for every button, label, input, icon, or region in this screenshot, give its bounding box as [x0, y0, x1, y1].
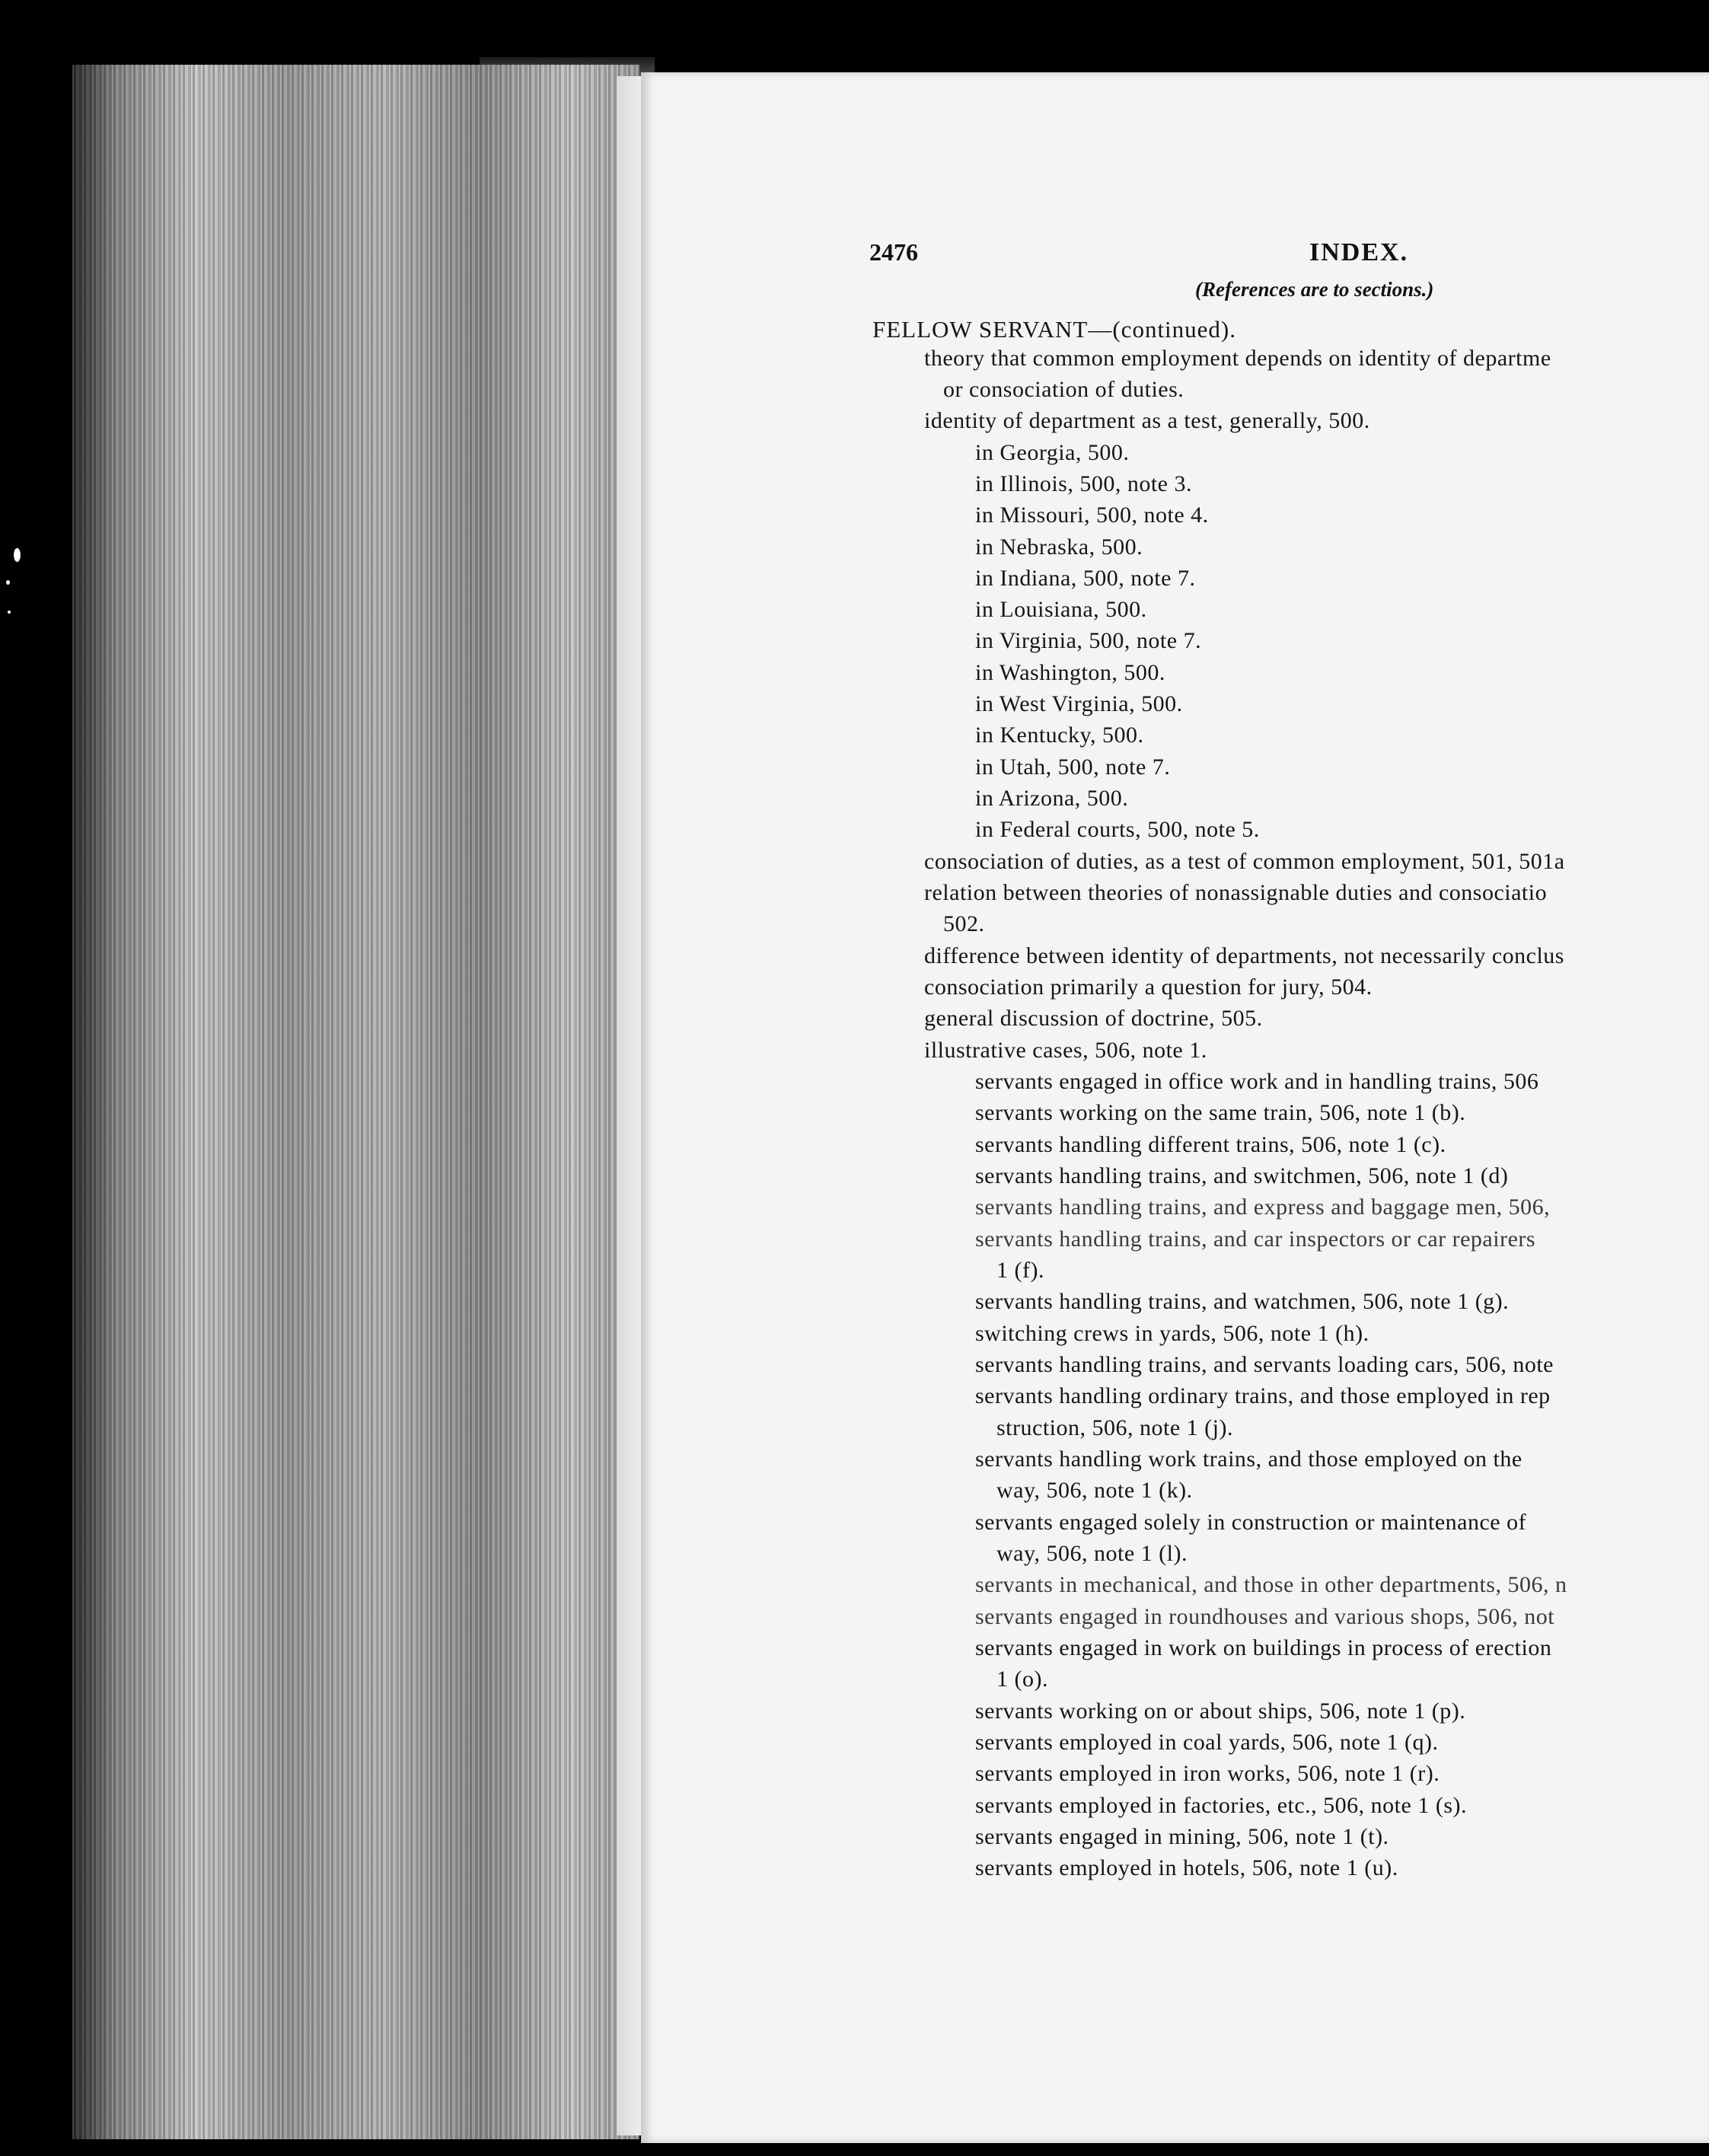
scan-specks: [0, 533, 30, 624]
index-subentry: servants engaged in office work and in handling trains, 506: [975, 1069, 1539, 1094]
index-entry: illustrative cases, 506, note 1.: [924, 1038, 1207, 1063]
index-subentry: servants working on or about ships, 506, note 1 (p).: [975, 1698, 1466, 1724]
index-entry-continuation: 502.: [943, 911, 985, 936]
index-subentry: servants handling trains, and car inspectors or car repairers: [975, 1226, 1536, 1252]
index-subentry: servants employed in iron works, 506, note 1 (r).: [975, 1761, 1440, 1786]
references-note: (References are to sections.): [1195, 278, 1434, 301]
index-entry: consociation of duties, as a test of common employment, 501, 501a: [924, 849, 1565, 874]
index-subentry-continuation: 1 (o).: [996, 1666, 1048, 1692]
index-subentry: servants handling different trains, 506, note 1 (c).: [975, 1132, 1446, 1157]
index-entry: identity of department as a test, generally, 500.: [924, 408, 1370, 433]
index-subentry: servants handling trains, and express and baggage men, 506,: [975, 1194, 1551, 1220]
index-subentry: servants handling ordinary trains, and those employed in rep: [975, 1383, 1551, 1408]
index-subentry: in Nebraska, 500.: [975, 534, 1143, 560]
index-subentry-continuation: 1 (f).: [996, 1258, 1044, 1283]
index-subentry: in Federal courts, 500, note 5.: [975, 817, 1260, 842]
page-header: [869, 238, 1707, 276]
index-entry: relation between theories of nonassignable duties and consociatio: [924, 880, 1548, 905]
index-subentry: servants engaged in mining, 506, note 1 (t).: [975, 1824, 1389, 1849]
index-subentry: in Utah, 500, note 7.: [975, 754, 1171, 780]
index-subentry: in Arizona, 500.: [975, 786, 1129, 811]
index-subentry: servants handling trains, and switchmen, 506, note 1 (d): [975, 1163, 1509, 1188]
index-entry: theory that common employment depends on identity of departme: [924, 346, 1551, 371]
index-heading: FELLOW SERVANT—(continued).: [872, 316, 1236, 343]
index-entry: consociation primarily a question for jury, 504.: [924, 974, 1373, 1000]
page-edges-stack: [72, 65, 639, 2139]
index-subentry: servants handling trains, and watchmen, 506, note 1 (g).: [975, 1289, 1510, 1314]
running-head: INDEX.: [1309, 238, 1409, 266]
index-subentry: servants working on the same train, 506, note 1 (b).: [975, 1100, 1466, 1125]
index-subentry-continuation: way, 506, note 1 (k).: [996, 1478, 1193, 1503]
page-number: 2476: [869, 238, 918, 266]
index-subentry: servants employed in hotels, 506, note 1 (u).: [975, 1855, 1398, 1880]
index-subentry: servants employed in coal yards, 506, note 1 (q).: [975, 1730, 1439, 1755]
index-subentry: servants engaged solely in construction or maintenance of: [975, 1510, 1527, 1535]
index-subentry: in West Virginia, 500.: [975, 691, 1183, 716]
index-subentry: in Kentucky, 500.: [975, 722, 1144, 748]
page-gutter: [617, 76, 643, 2135]
index-subentry: servants employed in factories, etc., 506, note 1 (s).: [975, 1793, 1467, 1818]
index-page: [641, 72, 1709, 2143]
index-subentry-continuation: struction, 506, note 1 (j).: [996, 1415, 1233, 1440]
index-subentry: in Missouri, 500, note 4.: [975, 502, 1209, 528]
index-entry: general discussion of doctrine, 505.: [924, 1006, 1263, 1031]
index-subentry: in Illinois, 500, note 3.: [975, 471, 1192, 496]
index-subentry: in Washington, 500.: [975, 660, 1165, 685]
index-subentry: in Louisiana, 500.: [975, 597, 1147, 622]
index-subentry: servants in mechanical, and those in other departments, 506, n: [975, 1572, 1567, 1597]
index-entry: difference between identity of departments, not necessarily conclus: [924, 943, 1564, 968]
index-subentry: in Indiana, 500, note 7.: [975, 566, 1196, 591]
index-entry-continuation: or consociation of duties.: [943, 377, 1185, 402]
index-subentry-continuation: way, 506, note 1 (l).: [996, 1541, 1188, 1566]
index-subentry: servants handling trains, and servants loading cars, 506, note: [975, 1352, 1554, 1377]
index-subentry: servants engaged in work on buildings in process of erection: [975, 1635, 1552, 1660]
index-subentry: servants handling work trains, and those employed on the: [975, 1446, 1522, 1472]
index-subentry: servants engaged in roundhouses and various shops, 506, not: [975, 1604, 1555, 1629]
index-subentry: in Virginia, 500, note 7.: [975, 628, 1202, 653]
index-subentry: in Georgia, 500.: [975, 440, 1130, 465]
index-subentry: switching crews in yards, 506, note 1 (h).: [975, 1321, 1369, 1346]
